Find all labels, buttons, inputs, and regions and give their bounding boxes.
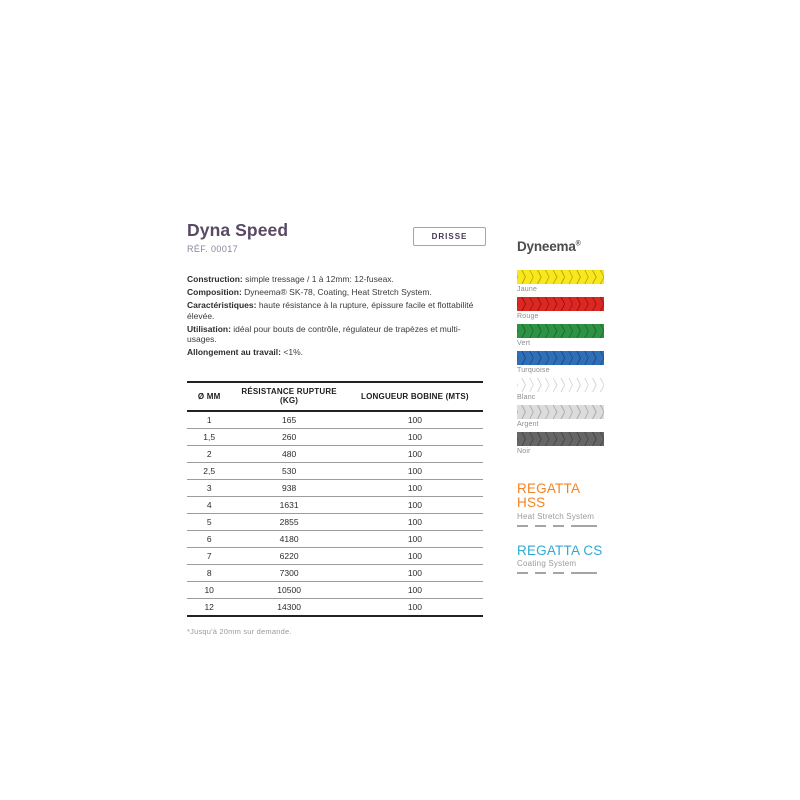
table-cell: 14300 xyxy=(231,598,346,616)
rope-braid-image xyxy=(517,432,604,446)
rope-swatch-noir xyxy=(517,432,605,456)
table-cell: 100 xyxy=(347,428,483,445)
page-title: Dyna Speed xyxy=(187,220,289,240)
table-cell: 100 xyxy=(347,462,483,479)
table-cell: 260 xyxy=(231,428,346,445)
swatch-label: Vert xyxy=(517,340,531,347)
regatta-cs-logo: REGATTA CS xyxy=(517,542,603,558)
rope-swatch-blanc xyxy=(517,378,605,402)
swatch-label: Jaune xyxy=(517,286,538,293)
rope-swatch-jaune xyxy=(517,270,605,294)
dyneema-logo-text: Dyneema xyxy=(517,239,576,254)
dashed-divider xyxy=(517,572,597,574)
table-cell: 2,5 xyxy=(187,462,231,479)
description-label: Utilisation: xyxy=(187,323,231,334)
table-row xyxy=(187,462,483,479)
swatch-label: Turquoise xyxy=(517,367,550,374)
column-header-longueur: LONGUEUR BOBINE (MTS) xyxy=(347,382,483,411)
description-text: haute résistance à la rupture, épissure facile et flottabilité élevée. xyxy=(187,300,474,321)
table-cell: 1 xyxy=(187,411,231,429)
table-cell: 165 xyxy=(231,411,346,429)
description-text: <1%. xyxy=(283,347,303,357)
table-cell: 530 xyxy=(231,462,346,479)
table-row xyxy=(187,581,483,598)
table-row xyxy=(187,513,483,530)
table-cell: 2 xyxy=(187,445,231,462)
product-ref: RÉF. 00017 xyxy=(187,244,239,254)
registered-mark: ® xyxy=(575,240,581,248)
regatta-hss-logo: REGATTA HSS xyxy=(517,481,580,510)
rope-braid-image xyxy=(517,270,604,284)
spec-table xyxy=(187,381,483,617)
rope-braid-image xyxy=(517,297,604,311)
table-row xyxy=(187,411,483,429)
table-cell: 100 xyxy=(347,479,483,496)
table-row xyxy=(187,547,483,564)
rope-braid-image xyxy=(517,324,604,338)
description-label: Allongement au travail: xyxy=(187,347,281,357)
table-cell: 6 xyxy=(187,530,231,547)
description-text: idéal pour bouts de contrôle, régulateur de trapèzes et multi-usages. xyxy=(187,323,461,344)
description-allongement xyxy=(187,347,483,358)
table-cell: 12 xyxy=(187,598,231,616)
column-header-resistance: RÉSISTANCE RUPTURE (KG) xyxy=(231,382,346,411)
table-cell: 1631 xyxy=(231,496,346,513)
table-cell: 6220 xyxy=(231,547,346,564)
rope-swatch-turquoise xyxy=(517,351,605,375)
description-label: Construction: xyxy=(187,274,243,284)
table-cell: 100 xyxy=(347,496,483,513)
dashed-divider xyxy=(517,525,597,527)
rope-braid-image xyxy=(517,405,604,419)
description-caracteristiques xyxy=(187,300,483,321)
table-cell: 10500 xyxy=(231,581,346,598)
table-cell: 8 xyxy=(187,564,231,581)
description-text: Dyneema® SK-78, Coating, Heat Stretch System. xyxy=(244,287,432,297)
table-cell: 100 xyxy=(347,411,483,429)
table-cell: 100 xyxy=(347,564,483,581)
description-text: simple tressage / 1 à 12mm: 12-fuseax. xyxy=(245,274,394,284)
table-cell: 7 xyxy=(187,547,231,564)
swatch-list xyxy=(517,270,605,456)
spec-table-body xyxy=(187,411,483,616)
description-label: Caractéristiques: xyxy=(187,300,257,310)
dyneema-logo xyxy=(517,239,605,254)
table-row xyxy=(187,479,483,496)
table-cell: 2855 xyxy=(231,513,346,530)
table-cell: 100 xyxy=(347,598,483,616)
table-cell: 10 xyxy=(187,581,231,598)
sidebar xyxy=(517,239,605,574)
footnote: *Jusqu'à 20mm sur demande. xyxy=(187,626,292,636)
regatta-hss-subtitle: Heat Stretch System xyxy=(517,511,595,521)
table-row xyxy=(187,428,483,445)
table-row xyxy=(187,564,483,581)
column-header-diameter: Ø MM xyxy=(187,382,231,411)
rope-swatch-argent xyxy=(517,405,605,429)
product-info-column xyxy=(187,220,483,636)
table-cell: 100 xyxy=(347,445,483,462)
description-composition xyxy=(187,287,483,298)
regatta-cs-block xyxy=(517,544,605,575)
category-badge[interactable]: DRISSE xyxy=(413,227,486,246)
rope-braid-image xyxy=(517,378,604,392)
table-cell: 100 xyxy=(347,547,483,564)
table-cell: 4 xyxy=(187,496,231,513)
table-cell: 5 xyxy=(187,513,231,530)
swatch-label: Argent xyxy=(517,421,539,428)
table-cell: 100 xyxy=(347,530,483,547)
regatta-cs-subtitle: Coating System xyxy=(517,559,577,568)
table-cell: 1,5 xyxy=(187,428,231,445)
table-row xyxy=(187,496,483,513)
table-cell: 100 xyxy=(347,513,483,530)
table-row xyxy=(187,445,483,462)
rope-swatch-rouge xyxy=(517,297,605,321)
description-construction xyxy=(187,274,483,285)
swatch-label: Blanc xyxy=(517,394,536,401)
table-cell: 3 xyxy=(187,479,231,496)
table-cell: 100 xyxy=(347,581,483,598)
product-description xyxy=(187,274,483,358)
description-utilisation xyxy=(187,324,483,345)
table-cell: 480 xyxy=(231,445,346,462)
table-cell: 7300 xyxy=(231,564,346,581)
table-cell: 4180 xyxy=(231,530,346,547)
table-row xyxy=(187,530,483,547)
swatch-label: Rouge xyxy=(517,313,539,320)
description-label: Composition: xyxy=(187,287,242,297)
swatch-label: Noir xyxy=(517,448,531,455)
spec-table-header xyxy=(187,382,483,411)
table-row xyxy=(187,598,483,616)
regatta-hss-block xyxy=(517,482,605,527)
table-header-row xyxy=(187,382,483,411)
table-cell: 938 xyxy=(231,479,346,496)
rope-swatch-vert xyxy=(517,324,605,348)
rope-braid-image xyxy=(517,351,604,365)
